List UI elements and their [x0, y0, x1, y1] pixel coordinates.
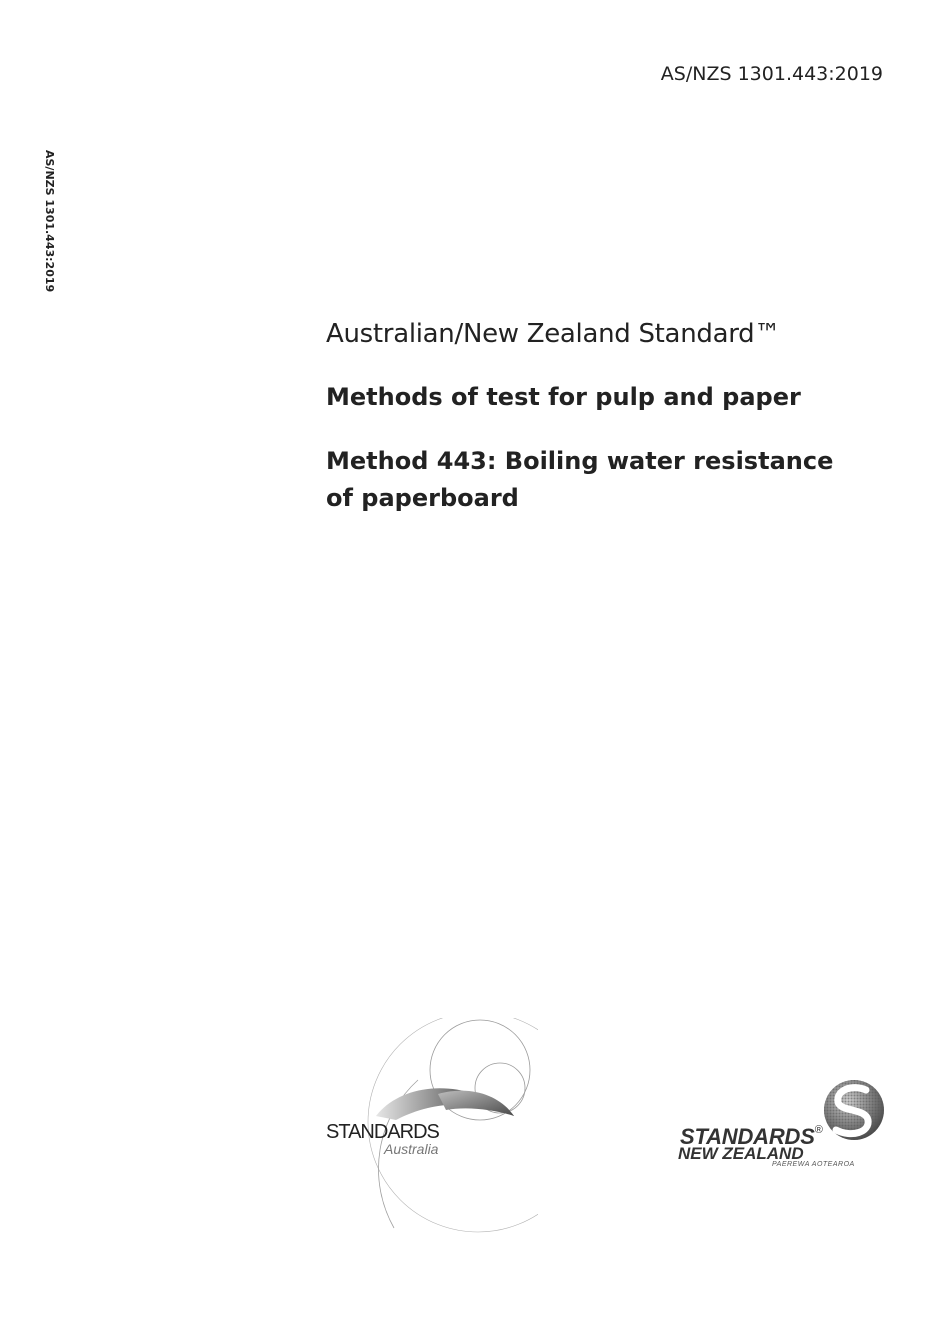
series-label: Australian/New Zealand Standard™ [326, 319, 781, 349]
standards-new-zealand-logo [676, 1076, 890, 1176]
standards-new-zealand-country: NEW ZEALAND [678, 1144, 804, 1163]
registered-mark: ® [814, 1124, 823, 1136]
main-title: Methods of test for pulp and paper [326, 382, 801, 411]
sub-title: Method 443: Boiling water resistance of paperboard [326, 446, 834, 513]
standards-new-zealand-maori-name: PAEREWA AOTEAROA [772, 1161, 855, 1168]
standards-australia-subword: Australia [384, 1141, 439, 1157]
spine-label [40, 150, 64, 310]
standards-new-zealand-word: STANDARDS [680, 1124, 815, 1149]
spine-document-number: AS/NZS 1301.443:2019 [43, 150, 56, 293]
standards-australia-logo [318, 1018, 538, 1233]
title-block [326, 318, 916, 517]
standards-australia-wordmark: STANDARDS [326, 1121, 439, 1143]
document-number: AS/NZS 1301.443:2019 [660, 63, 883, 85]
